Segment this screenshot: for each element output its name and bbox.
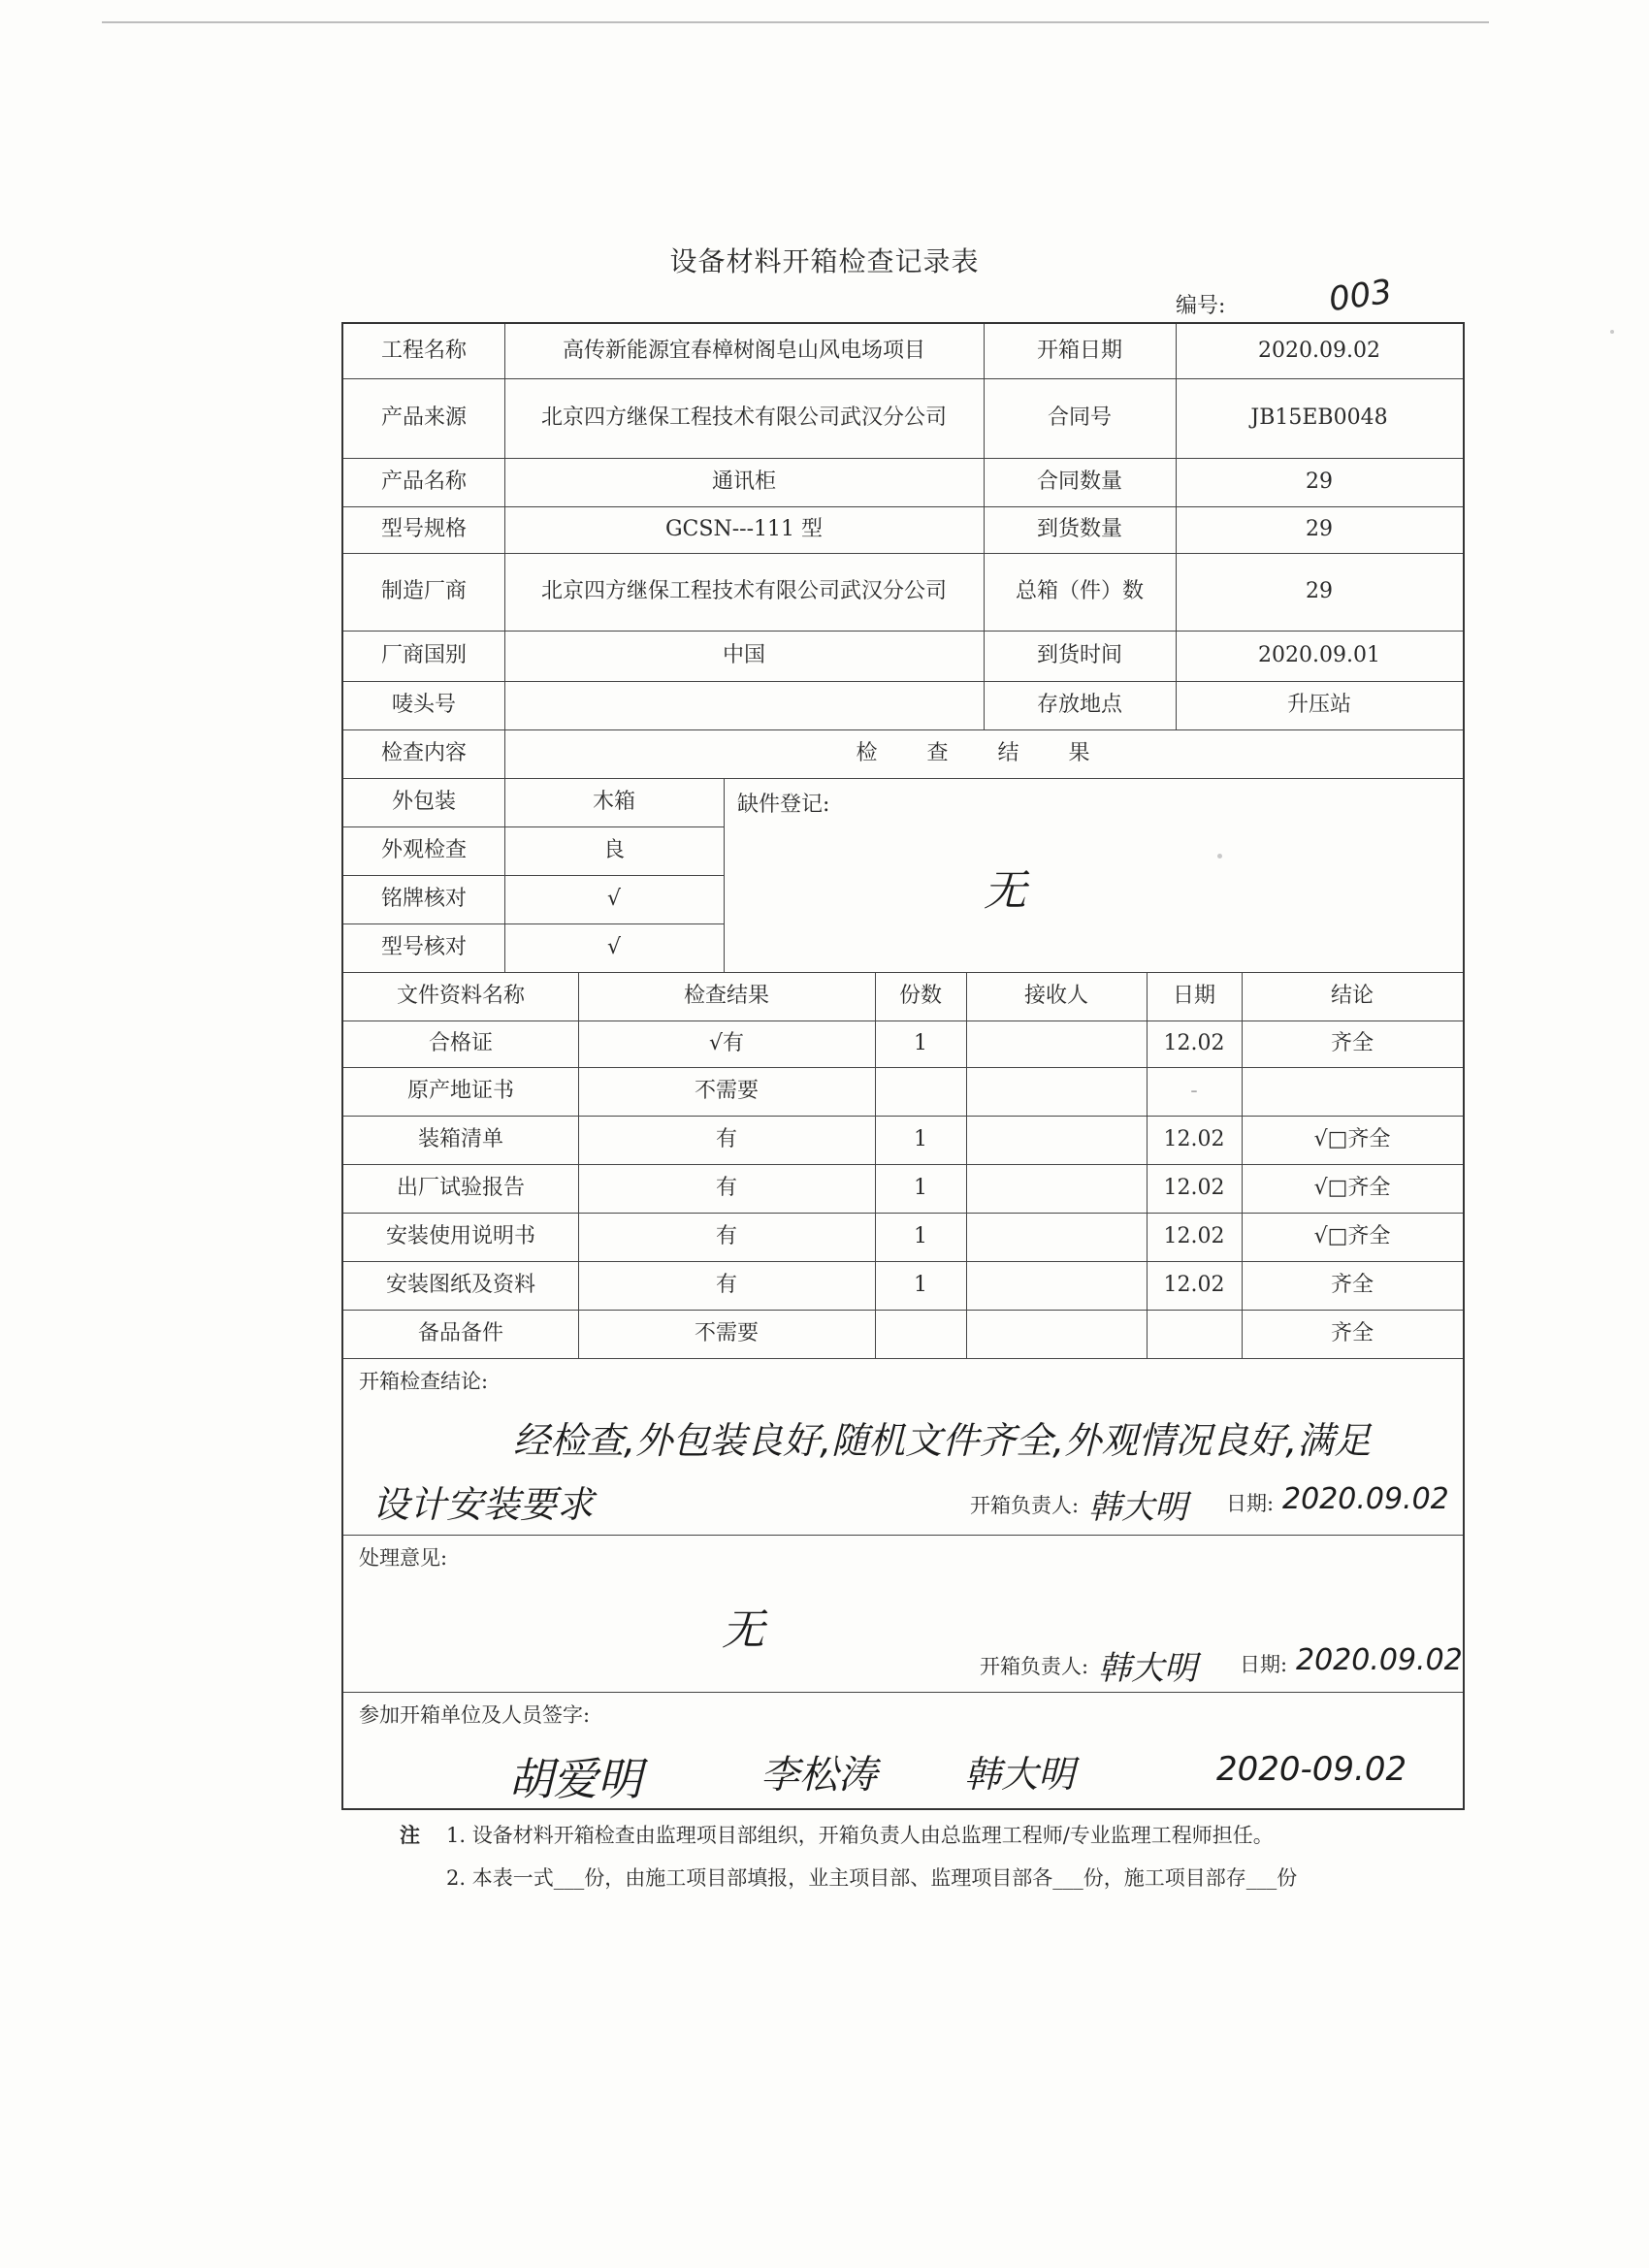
- participant-signature: 韩大明: [964, 1753, 1076, 1796]
- label-outer-package: 外包装: [391, 790, 456, 815]
- doc-row-conclusion: 齐全: [1330, 1273, 1374, 1298]
- doc-row-result: 有: [715, 1127, 737, 1152]
- conclusion-signature-handwritten: 韩大明: [1088, 1488, 1187, 1527]
- doc-row-copies: 1: [914, 1127, 927, 1152]
- conclusion-date-handwritten: 2020.09.02: [1282, 1482, 1449, 1516]
- doc-row-date: 12.02: [1163, 1031, 1225, 1056]
- doc-row-result: 不需要: [694, 1321, 759, 1346]
- inspection-form-table: [341, 322, 1465, 1810]
- doc-row-copies: 1: [914, 1224, 927, 1249]
- label-country: 厂商国别: [380, 643, 467, 668]
- notes-line-1: 1. 设备材料开箱检查由监理项目部组织，开箱负责人由总监理工程师/专业监理工程师担任。: [446, 1824, 1274, 1847]
- label-open-conclusion: 开箱检查结论:: [359, 1369, 489, 1393]
- doc-row-date: [1147, 1310, 1242, 1358]
- doc-row-result: 有: [715, 1176, 737, 1201]
- participants-date-handwritten: 2020-09.02: [1216, 1750, 1407, 1789]
- doc-row-name: 原产地证书: [406, 1079, 514, 1104]
- doc-row-conclusion: √□齐全: [1313, 1176, 1391, 1201]
- doc-row-name: 合格证: [428, 1031, 493, 1056]
- participant-signature: 胡爱明: [508, 1753, 642, 1805]
- label-model-check: 型号核对: [380, 935, 467, 960]
- doc-row-copies: 1: [914, 1031, 927, 1056]
- label-missing-parts: 缺件登记:: [737, 793, 830, 818]
- doc-header-name: 文件资料名称: [396, 984, 525, 1009]
- code-label: 编号:: [1176, 294, 1226, 318]
- value-manufacturer: 北京四方继保工程技术有限公司武汉分公司: [540, 579, 947, 604]
- value-missing-parts-handwritten: 无: [984, 866, 1026, 916]
- doc-row-copies: [875, 1310, 966, 1358]
- value-shipping-mark: [504, 681, 984, 729]
- doc-header-result: 检查结果: [683, 984, 769, 1009]
- doc-row-receiver: [966, 1067, 1147, 1116]
- participant-signature: 李松涛: [760, 1753, 877, 1798]
- label-model-spec: 型号规格: [380, 517, 467, 542]
- label-appearance-check: 外观检查: [380, 838, 467, 863]
- doc-row-result: 不需要: [694, 1079, 759, 1104]
- value-model-spec: GCSN---111 型: [664, 517, 823, 542]
- doc-row-copies: 1: [914, 1273, 927, 1298]
- doc-row-copies: 1: [914, 1176, 927, 1201]
- doc-row-result: 有: [715, 1273, 737, 1298]
- value-appearance-check: 良: [602, 838, 625, 863]
- conclusion-text-line2-handwritten: 设计安装要求: [372, 1483, 595, 1526]
- doc-row-name: 出厂试验报告: [396, 1176, 525, 1201]
- doc-row-conclusion: 齐全: [1330, 1321, 1374, 1346]
- doc-header-date: 日期: [1172, 984, 1215, 1009]
- label-handling-opinion: 处理意见:: [359, 1545, 448, 1570]
- doc-row-date: 12.02: [1163, 1224, 1225, 1249]
- doc-row-name: 装箱清单: [417, 1127, 503, 1152]
- label-arrival-qty: 到货数量: [1036, 517, 1122, 542]
- doc-row-conclusion: 齐全: [1330, 1031, 1374, 1056]
- doc-row-receiver: [966, 1116, 1147, 1164]
- label-product-name: 产品名称: [380, 470, 467, 495]
- doc-header-receiver: 接收人: [1023, 984, 1088, 1009]
- value-product-name: 通讯柜: [711, 470, 776, 495]
- doc-header-conclusion: 结论: [1330, 984, 1374, 1009]
- scan-top-edge-line: [102, 21, 1489, 23]
- conclusion-sign-label: 开箱负责人:: [970, 1493, 1080, 1517]
- doc-row-copies: [875, 1067, 966, 1116]
- form-title: 设备材料开箱检查记录表: [669, 245, 980, 277]
- doc-row-result: 有: [715, 1224, 737, 1249]
- doc-row-date: 12.02: [1163, 1127, 1225, 1152]
- doc-row-name: 备品备件: [417, 1321, 503, 1346]
- label-arrival-time: 到货时间: [1036, 643, 1122, 668]
- doc-row-receiver: [966, 1310, 1147, 1358]
- doc-row-date: 12.02: [1163, 1273, 1225, 1298]
- label-participants: 参加开箱单位及人员签字:: [359, 1702, 591, 1727]
- doc-row-receiver: [966, 1021, 1147, 1067]
- conclusion-text-line1-handwritten: 经检查,外包装良好,随机文件齐全,外观情况良好,满足: [513, 1419, 1372, 1462]
- doc-row-name: 安装图纸及资料: [385, 1273, 535, 1298]
- value-product-source: 北京四方继保工程技术有限公司武汉分公司: [540, 405, 947, 431]
- doc-row-conclusion: √□齐全: [1313, 1224, 1391, 1249]
- doc-row-date: -: [1190, 1079, 1198, 1104]
- handling-sign-label: 开箱负责人:: [980, 1654, 1089, 1678]
- scan-speck: [1610, 330, 1614, 334]
- label-inspection-content: 检查内容: [380, 741, 467, 766]
- value-storage-location: 升压站: [1286, 693, 1351, 718]
- label-contract-qty: 合同数量: [1036, 470, 1122, 495]
- value-country: 中国: [722, 643, 765, 668]
- doc-row-conclusion: [1242, 1067, 1463, 1116]
- label-storage-location: 存放地点: [1036, 693, 1122, 718]
- doc-row-receiver: [966, 1213, 1147, 1261]
- handling-text-handwritten: 无: [722, 1605, 764, 1655]
- value-project-name: 高传新能源宜春樟树阁皂山风电场项目: [562, 339, 925, 364]
- value-contract-no: JB15EB0048: [1250, 405, 1388, 431]
- handling-date-handwritten: 2020.09.02: [1296, 1643, 1463, 1677]
- value-arrival-qty: 29: [1306, 517, 1333, 542]
- doc-row-conclusion: √□齐全: [1313, 1127, 1391, 1152]
- notes-prefix: 注: [400, 1823, 420, 1847]
- value-arrival-time: 2020.09.01: [1258, 643, 1380, 668]
- doc-row-result: √有: [708, 1031, 745, 1056]
- value-model-check: √: [606, 935, 622, 960]
- label-product-source: 产品来源: [380, 405, 467, 431]
- doc-header-copies: 份数: [898, 984, 942, 1009]
- value-contract-qty: 29: [1306, 470, 1333, 495]
- value-outer-package: 木箱: [592, 790, 635, 815]
- code-value-handwritten: 003: [1326, 272, 1395, 320]
- doc-row-receiver: [966, 1261, 1147, 1310]
- value-nameplate-check: √: [606, 887, 622, 912]
- notes-line-2: 2. 本表一式___份，由施工项目部填报，业主项目部、监理项目部各___份，施工项目部存___份: [446, 1866, 1298, 1890]
- label-inspection-result: 检 查 结 果: [856, 741, 1112, 766]
- label-manufacturer: 制造厂商: [380, 579, 467, 604]
- label-total-boxes: 总箱（件）数: [1015, 579, 1144, 604]
- doc-row-date: 12.02: [1163, 1176, 1225, 1201]
- doc-row-name: 安装使用说明书: [385, 1224, 535, 1249]
- handling-signature-handwritten: 韩大明: [1098, 1649, 1197, 1688]
- doc-row-receiver: [966, 1164, 1147, 1213]
- label-project-name: 工程名称: [380, 339, 467, 364]
- label-contract-no: 合同号: [1047, 405, 1112, 431]
- handling-date-label: 日期:: [1240, 1652, 1288, 1676]
- label-open-date: 开箱日期: [1036, 339, 1122, 364]
- value-open-date: 2020.09.02: [1258, 339, 1380, 364]
- conclusion-date-label: 日期:: [1226, 1491, 1275, 1515]
- label-nameplate-check: 铭牌核对: [380, 887, 467, 912]
- value-total-boxes: 29: [1306, 579, 1333, 604]
- label-shipping-mark: 唛头号: [391, 693, 456, 718]
